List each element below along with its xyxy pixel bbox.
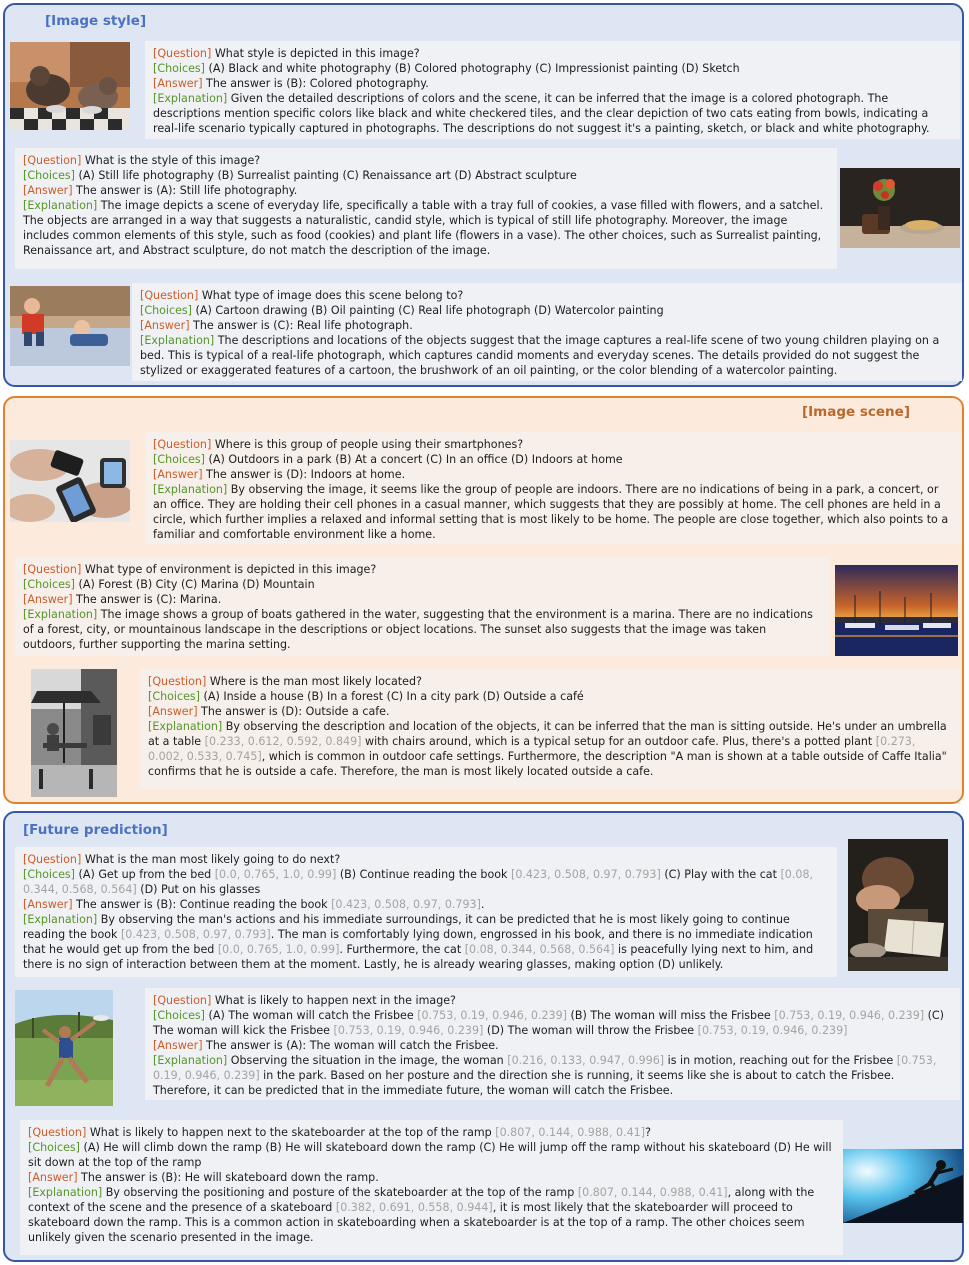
section-title: [Future prediction]: [23, 822, 168, 838]
explanation-tag: [Explanation]: [23, 199, 98, 212]
choices-text: (B) The woman will miss the Frisbee: [567, 1009, 775, 1022]
explanation-tag: [Explanation]: [28, 1186, 103, 1199]
section-future-prediction: [3, 811, 964, 1262]
explanation-text: Given the detailed descriptions of colors and the scene, it can be inferred that the image is a colored photograph. The descriptions mention specific colors like black and white checkered tiles, and the clear depiction of two cats eating from bowls, indicating a real-life scenario typically captured in photographs. The descriptions do not suggest it's a painting, sketch, or black and white photography.: [153, 92, 930, 135]
explanation-tag: [Explanation]: [148, 720, 223, 733]
question-tag: [Question]: [153, 994, 212, 1007]
choices-tag: [Choices]: [153, 62, 206, 75]
question-tag: [Question]: [23, 154, 82, 167]
skateboarder-photo: [843, 1149, 963, 1223]
explanation-text: is peacefully lying next to him, and there is no sign of interaction between them at the moment. Lastly, he is already wearing glasses, making option (D) unlikely.: [23, 943, 814, 971]
explanation-text: Observing the situation in the image, the woman: [230, 1054, 508, 1067]
question-text: What type of environment is depicted in this image?: [84, 563, 377, 576]
section-title: [Image scene]: [801, 404, 910, 420]
question-tag: [Question]: [23, 563, 82, 576]
choices-text: (A) Inside a house (B) In a forest (C) In a city park (D) Outside a café: [203, 690, 584, 703]
answer-text: The answer is (A): Still life photography.: [76, 184, 298, 197]
question-tag: [Question]: [153, 438, 212, 451]
cats-photo: [10, 42, 130, 130]
explanation-tag: [Explanation]: [23, 608, 98, 621]
choices-tag: [Choices]: [23, 868, 76, 881]
cafe-man-photo: [31, 669, 117, 797]
choices-text: (C) The woman will kick the Frisbee: [153, 1009, 945, 1037]
bbox-coordinates: [0.807, 0.144, 0.988, 0.41]: [495, 1126, 646, 1139]
bbox-coordinates: [0.382, 0.691, 0.558, 0.944]: [335, 1201, 493, 1214]
choices-tag: [Choices]: [28, 1141, 81, 1154]
smartphones-photo: [10, 440, 130, 522]
explanation-text: By observing the man's actions and his immediate surroundings, it can be predicted that he is most likely going to continue reading the book: [23, 913, 790, 941]
qa-card: [15, 557, 830, 656]
bbox-coordinates: [0.753, 0.19, 0.946, 0.239]: [697, 1024, 848, 1037]
bbox-coordinates: [0.807, 0.144, 0.988, 0.41]: [577, 1186, 728, 1199]
explanation-text: is in motion, reaching out for the Frisbee: [664, 1054, 897, 1067]
explanation-text: , along with the context of the scene and the presence of a skateboard: [28, 1186, 815, 1214]
explanation-text: By observing the description and location of the objects, it can be inferred that the man is sitting outside. He's under an umbrella at a table: [148, 720, 947, 748]
choices-text: (A) The woman will catch the Frisbee: [208, 1009, 418, 1022]
choices-text: (D) Put on his glasses: [136, 883, 261, 896]
answer-tag: [Answer]: [28, 1171, 78, 1184]
explanation-text: . The man is comfortably lying down, engrossed in his book, and there is no immediate indication that he would get up from the bed: [23, 928, 813, 956]
bbox-coordinates: [0.0, 0.765, 1.0, 0.99]: [217, 943, 340, 956]
choices-text: (A) Get up from the bed: [78, 868, 215, 881]
answer-text: The answer is (B): Colored photography.: [206, 77, 429, 90]
cookies-vase-photo: [840, 168, 960, 248]
question-tag: [Question]: [23, 853, 82, 866]
choices-tag: [Choices]: [153, 1009, 206, 1022]
choices-text: (A) He will climb down the ramp (B) He will skateboard down the ramp (C) He will jump off the ramp without his skateboard (D) He will sit down at the top of the ramp: [28, 1141, 832, 1169]
explanation-text: in the park. Based on her posture and the direction she is running, it seems like she is about to catch the Frisbee. Therefore, it can be predicted that in the immediate future, the woman will catch the Frisbee.: [153, 1069, 895, 1097]
question-tag: [Question]: [140, 289, 199, 302]
question-text: Where is this group of people using their smartphones?: [214, 438, 524, 451]
explanation-tag: [Explanation]: [153, 1054, 228, 1067]
qa-card: [15, 148, 837, 269]
explanation-text: The image depicts a scene of everyday life, specifically a table with a tray full of cookies, a vase filled with flowers, and a satchel. The objects are arranged in a way that suggests a naturalistic, candid style, which is typical of still life photography. Moreover, the image includes common elements of this style, such as food (cookies) and plant life (flowers in a vase). The other choices, such as Surrealist painting, Renaissance art, and Abstract sculpture, do not match the description of the image.: [23, 199, 824, 257]
marina-sunset-photo: [835, 565, 958, 656]
question-text: ?: [645, 1126, 651, 1139]
answer-tag: [Answer]: [23, 593, 73, 606]
choices-text: (A) Still life photography (B) Surrealist painting (C) Renaissance art (D) Abstract sculpture: [78, 169, 577, 182]
explanation-text: By observing the image, it seems like the group of people are indoors. There are no indications of being in a park, a concert, or an office. They are holding their cell phones in a casual manner, which suggests that they are possibly at home. The cell phones are held in a circle, which further implies a relaxed and informal setting that is most likely to be home. The people are close together, which also points to a familiar and comfortable environment like a home.: [153, 483, 949, 541]
answer-text: The answer is (B): He will skateboard down the ramp.: [81, 1171, 379, 1184]
question-text: What type of image does this scene belong to?: [201, 289, 464, 302]
answer-text: The answer is (C): Marina.: [76, 593, 222, 606]
choices-text: (A) Forest (B) City (C) Marina (D) Mountain: [78, 578, 315, 591]
explanation-text: , it is most likely that the skateboarder will proceed to skateboard down the ramp. This is a common action in skateboarding when a skateboarder is at the top of a ramp. The other choices seem unlikely given the scenario presented in the image.: [28, 1201, 805, 1244]
answer-tag: [Answer]: [23, 184, 73, 197]
answer-tag: [Answer]: [153, 77, 203, 90]
qa-card: [15, 847, 837, 977]
choices-text: (D) The woman will throw the Frisbee: [483, 1024, 698, 1037]
question-tag: [Question]: [153, 47, 212, 60]
man-reading-photo: [848, 839, 948, 971]
bbox-coordinates: [0.423, 0.508, 0.97, 0.793]: [120, 928, 271, 941]
question-text: What is likely to happen next to the skateboarder at the top of the ramp: [89, 1126, 496, 1139]
explanation-text: The image shows a group of boats gathered in the water, suggesting that the environment is a marina. There are no indications of a forest, city, or mountainous landscape in the descriptions or object locations. The sunset also suggests that the image was taken outdoors, further supporting the marina setting.: [23, 608, 813, 651]
answer-tag: [Answer]: [148, 705, 198, 718]
question-text: What style is depicted in this image?: [214, 47, 420, 60]
choices-text: (C) Play with the cat: [660, 868, 781, 881]
answer-text: The answer is (A): The woman will catch the Frisbee.: [206, 1039, 499, 1052]
bbox-coordinates: [0.753, 0.19, 0.946, 0.239]: [417, 1009, 567, 1022]
section-image-scene: [3, 396, 964, 804]
qa-card: [145, 988, 960, 1100]
frisbee-woman-photo: [15, 990, 113, 1106]
explanation-tag: [Explanation]: [153, 92, 228, 105]
section-title: [Image style]: [45, 13, 147, 29]
question-text: What is likely to happen next in the image?: [214, 994, 456, 1007]
explanation-tag: [Explanation]: [23, 913, 98, 926]
qa-card: [145, 41, 960, 139]
answer-text: The answer is (B): Continue reading the book: [76, 898, 332, 911]
explanation-tag: [Explanation]: [140, 334, 215, 347]
choices-text: (A) Cartoon drawing (B) Oil painting (C) Real life photograph (D) Watercolor painting: [195, 304, 664, 317]
answer-tag: [Answer]: [23, 898, 73, 911]
qa-card: [140, 669, 960, 789]
question-text: What is the style of this image?: [84, 154, 261, 167]
section-image-style: [3, 3, 964, 387]
choices-text: (A) Outdoors in a park (B) At a concert (C) In an office (D) Indoors at home: [208, 453, 623, 466]
bbox-coordinates: [0.423, 0.508, 0.97, 0.793]: [331, 898, 481, 911]
explanation-text: with chairs around, which is a typical setup for an outdoor cafe. Plus, there's a potted plant: [361, 735, 876, 748]
children-bed-photo: [10, 286, 130, 366]
answer-tag: [Answer]: [153, 468, 203, 481]
question-text: What is the man most likely going to do next?: [84, 853, 341, 866]
bbox-coordinates: [0.753, 0.19, 0.946, 0.239]: [153, 1054, 937, 1082]
bbox-coordinates: [0.233, 0.612, 0.592, 0.849]: [204, 735, 362, 748]
answer-text: The answer is (D): Outside a cafe.: [201, 705, 390, 718]
bbox-coordinates: [0.753, 0.19, 0.946, 0.239]: [333, 1024, 484, 1037]
answer-tag: [Answer]: [153, 1039, 203, 1052]
explanation-text: The descriptions and locations of the objects suggest that the image captures a real-life scene of two young children playing on a bed. This is typical of a real-life photograph, which captures candid moments and everyday scenes. The details provided do not suggest the stylized or exaggerated features of a cartoon, the brushwork of an oil painting, or the color blending of a watercolor painting.: [140, 334, 940, 377]
choices-tag: [Choices]: [23, 578, 76, 591]
explanation-text: By observing the positioning and posture of the skateboarder at the top of the ramp: [105, 1186, 578, 1199]
qa-card: [145, 432, 962, 544]
explanation-tag: [Explanation]: [153, 483, 228, 496]
choices-text: (B) Continue reading the book: [336, 868, 511, 881]
question-tag: [Question]: [28, 1126, 87, 1139]
question-tag: [Question]: [148, 675, 207, 688]
bbox-coordinates: [0.0, 0.765, 1.0, 0.99]: [214, 868, 337, 881]
bbox-coordinates: [0.08, 0.344, 0.568, 0.564]: [464, 943, 615, 956]
answer-text: .: [480, 898, 485, 911]
choices-tag: [Choices]: [23, 169, 76, 182]
answer-text: The answer is (C): Real life photograph.: [193, 319, 413, 332]
bbox-coordinates: [0.273, 0.002, 0.533, 0.745]: [148, 735, 916, 763]
bbox-coordinates: [0.216, 0.133, 0.947, 0.996]: [507, 1054, 665, 1067]
bbox-coordinates: [0.08, 0.344, 0.568, 0.564]: [23, 868, 814, 896]
bbox-coordinates: [0.423, 0.508, 0.97, 0.793]: [511, 868, 661, 881]
qa-card: [20, 1120, 843, 1255]
choices-tag: [Choices]: [153, 453, 206, 466]
explanation-text: . Furthermore, the cat: [339, 943, 465, 956]
bbox-coordinates: [0.753, 0.19, 0.946, 0.239]: [774, 1009, 925, 1022]
choices-tag: [Choices]: [140, 304, 193, 317]
question-text: Where is the man most likely located?: [209, 675, 422, 688]
explanation-text: , which is common in outdoor cafe settings. Furthermore, the description "A man is shown at a table outside of Caffe Italia" confirms that he is outside a cafe. Therefore, the man is most likely located outside a cafe.: [148, 750, 947, 778]
choices-text: (A) Black and white photography (B) Colored photography (C) Impressionist painting (D) Sketch: [208, 62, 740, 75]
qa-card: [132, 283, 962, 381]
choices-tag: [Choices]: [148, 690, 201, 703]
answer-text: The answer is (D): Indoors at home.: [206, 468, 406, 481]
answer-tag: [Answer]: [140, 319, 190, 332]
